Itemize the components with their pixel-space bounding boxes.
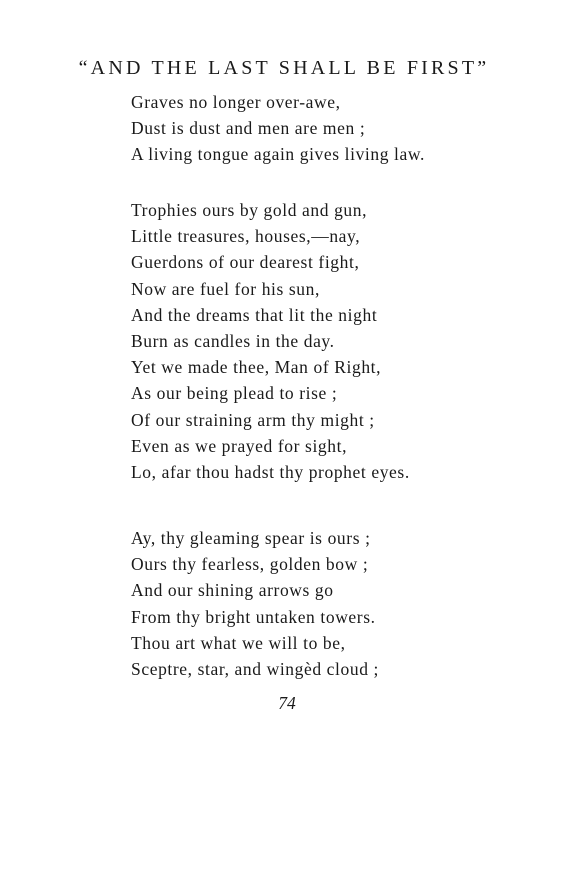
verse-line: Dust is dust and men are men ; (131, 118, 366, 139)
stanza-3 (131, 525, 379, 682)
page-number: 74 (278, 693, 296, 713)
verse-line: And the dreams that lit the night (131, 304, 378, 325)
verse-line: Of our straining arm thy might ; (131, 409, 375, 430)
verse-line: Graves no longer over-awe, (131, 92, 341, 112)
verse-line: From thy bright untaken towers. (131, 606, 376, 627)
verse-line: Trophies ours by gold and gun, (131, 200, 368, 220)
verse-line: Ay, thy gleaming spear is ours ; (131, 528, 371, 548)
poem-title: “AND THE LAST SHALL BE FIRST” (78, 57, 490, 79)
verse-line: A living tongue again gives living law. (131, 144, 425, 165)
verse-line: Guerdons of our dearest fight, (131, 252, 360, 273)
verse-line: And our shining arrows go (131, 580, 334, 601)
verse-line: Ours thy fearless, golden bow ; (131, 554, 369, 575)
verse-line: Lo, afar thou hadst thy prophet eyes. (131, 462, 410, 483)
verse-line: Sceptre, star, and wingèd cloud ; (131, 659, 379, 680)
stanza-1 (131, 89, 425, 168)
verse-line: As our being plead to rise ; (131, 383, 338, 404)
verse-line: Yet we made thee, Man of Right, (131, 357, 382, 378)
verse-line: Even as we prayed for sight, (131, 435, 348, 456)
verse-line: Thou art what we will to be, (131, 632, 346, 653)
verse-line: Little treasures, houses,—nay, (131, 226, 361, 247)
verse-line: Now are fuel for his sun, (131, 278, 320, 299)
verse-line: Burn as candles in the day. (131, 331, 335, 352)
stanza-2 (131, 197, 410, 485)
